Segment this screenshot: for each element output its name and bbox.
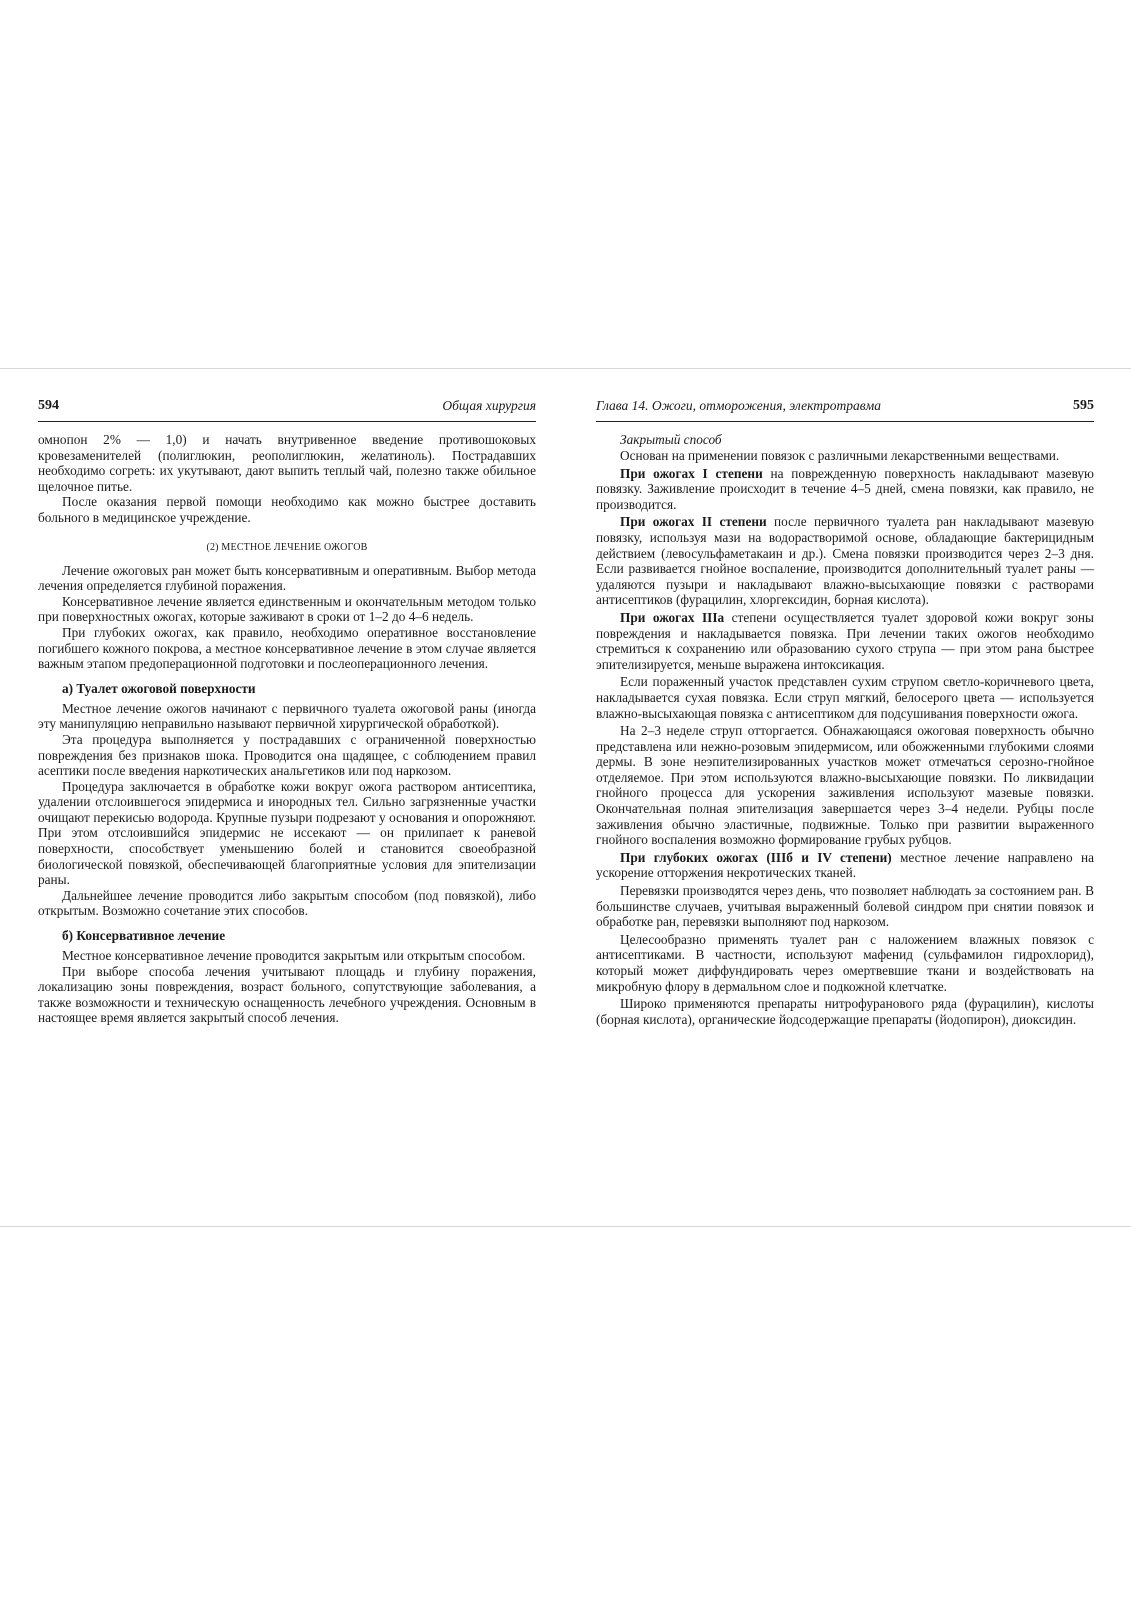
- paragraph: Консервативное лечение является единственным и окончательным методом только при поверхностных ожогах, которые заживают в сроки от 1–2 до 4–6 недель.: [38, 593, 536, 625]
- paragraph-text: степени осуществляется туалет здоровой кожи вокруг зоны повреждения и накладывается повязка. При лечении таких ожогов необходимо стремиться к сохранению или образованию сухого струпа — при этом рана быстрее эпителизируется, меньше выражена интоксикация.: [596, 609, 1094, 672]
- paragraph: омнопон 2% — 1,0) и начать внутривенное введение противошоковых кровезаменителей (полиглюкин, реополиглюкин, желатиноль). Пострадавших необходимо согреть: их укутывают, дают выпить теплый чай, полезно также обильное щелочное питье.: [38, 432, 536, 494]
- left-page-body: [38, 432, 536, 1026]
- paragraph: Местное лечение ожогов начинают с первичного туалета ожоговой раны (иногда эту манипуляцию неправильно называют первичной хирургической обработкой).: [38, 700, 536, 732]
- running-title: Общая хирургия: [442, 398, 536, 413]
- paragraph: Перевязки производятся через день, что позволяет наблюдать за состоянием ран. В большинстве случаев, учитывая выраженный болевой синдром при снятии повязок и обработке ран, перевязки выполняют под наркозом.: [596, 883, 1094, 930]
- paragraph: Лечение ожоговых ран может быть консервативным и оперативным. Выбор метода лечения определяется глубиной поражения.: [38, 562, 536, 594]
- right-running-head: [596, 398, 1094, 422]
- paragraph: Основан на применении повязок с различными лекарственными веществами.: [620, 448, 1060, 463]
- paragraph: Дальнейшее лечение проводится либо закрытым способом (под повязкой), либо открытым. Возможно сочетание этих способов.: [38, 887, 536, 919]
- scan-top-edge: [0, 368, 1131, 369]
- paragraph: Местное консервативное лечение проводится закрытым или открытым способом.: [62, 948, 526, 964]
- paragraph: Процедура заключается в обработке кожи вокруг ожога раствором антисептика, удалении отслоившегося эпидермиса и инородных тел. Сильно загрязненные участки очищают перекисью водорода. Крупные пузыри подрезают у основания и опорожняют. При этом отслоившийся эпидермис не иссекают — он прилипает к раневой поверхности, способствует уменьшению болей и становится своеобразной биологической повязкой, обеспечивающей благоприятные условия для эпителизации раны.: [38, 778, 536, 888]
- paragraph: Целесообразно применять туалет ран с наложением влажных повязок с антисептиками. В частности, используют мафенид (сульфамилон гидрохлорид), который может диффундировать через омертвевшие ткани и воздействовать на микробную флору в дермальном слое и подкожной клетчатке.: [596, 931, 1094, 994]
- paragraph: На 2–3 неделе струп отторгается. Обнажающаяся ожоговая поверхность обычно представлена или нежно-розовым эпидермисом, или обожженными глубокими слоями дермы. В зоне неэпителизированных участков может отмечаться серозно-гнойное отделяемое. При этом используются влажно-высыхающие повязки. По ликвидации гнойного процесса для ускорения заживления используют мазевые повязки. Окончательная полная эпителизация завершается через 3–4 недели. Рубцы после заживления обычно эластичные, подвижные. Только при развитии выраженного гнойного воспаления возможно формирование грубых рубцов.: [596, 723, 1094, 848]
- subsection-heading: Закрытый способ: [620, 432, 722, 447]
- paragraph: При выборе способа лечения учитывают площадь и глубину поражения, локализацию зоны повреждения, возраст больного, сопутствующие заболевания, а также возможности и техническую оснащенность лечебного учреждения. Основным в настоящее время является закрытый способ лечения.: [38, 963, 536, 1026]
- bold-lead: При ожогах I степени: [620, 465, 763, 481]
- bold-lead: При глубоких ожогах (IIIб и IV степени): [620, 849, 892, 865]
- subsection-heading: б) Консервативное лечение: [62, 928, 226, 944]
- paragraph: [596, 466, 1094, 513]
- paragraph: При глубоких ожогах, как правило, необходимо оперативное восстановление погибшего кожного покрова, а местное консервативное лечение в этом случае является важным этапом предоперационной подготовки и послеоперационного лечения.: [38, 624, 536, 672]
- bold-lead: При ожогах II степени: [620, 514, 767, 530]
- page-number: 594: [38, 398, 59, 413]
- paragraph-text: местное лечение направлено на ускорение отторжения некротических тканей.: [596, 849, 1094, 881]
- right-page: [596, 398, 1094, 1027]
- bold-lead: При ожогах IIIа: [620, 609, 725, 625]
- running-title: Глава 14. Ожоги, отморожения, электротравма: [596, 398, 881, 413]
- paragraph: После оказания первой помощи необходимо как можно быстрее доставить больного в медицинское учреждение.: [38, 494, 536, 525]
- paragraph: Если пораженный участок представлен сухим струпом светло-коричневого цвета, накладывается сухая повязка. Если струп мягкий, белосерого цвета — используется влажно-высыхающая повязка с антисептиком для подсушивания поверхности ожога.: [596, 674, 1094, 721]
- paragraph: [596, 850, 1094, 881]
- paragraph-text: после первичного туалета ран накладывают мазевую повязку, используя мази на водорастворимой основе, обладающие бактерицидным действием (левосульфаметакаин и др.). Смена повязки производится через 2–3 дня. Если развивается гнойное воспаление, производится дополнительный туалет раны — удаляются пузыри и накладывают влажно-высыхающие повязки с растворами антисептиков (фурацилин, хлоргексидин, борная кислота).: [596, 514, 1094, 608]
- paragraph: Эта процедура выполняется у пострадавших с ограниченной поверхностью повреждения без признаков шока. Проводится она щадящее, с соблюдением правил асептики после введения наркотических анальгетиков или под наркозом.: [38, 731, 536, 779]
- subsection-heading: а) Туалет ожоговой поверхности: [62, 680, 256, 696]
- scan-bottom-edge: [0, 1226, 1131, 1227]
- section-heading: (2) МЕСТНОЕ ЛЕЧЕНИЕ ОЖОГОВ: [206, 541, 368, 553]
- left-page: [38, 398, 536, 1026]
- paragraph: Широко применяются препараты нитрофуранового ряда (фурацилин), кислоты (борная кислота), органические йодсодержащие препараты (йодопирон), диоксидин.: [596, 996, 1094, 1027]
- right-page-body: [596, 432, 1094, 1027]
- page-number: 595: [1073, 398, 1094, 413]
- paragraph: [596, 514, 1094, 608]
- paragraph-text: на поврежденную поверхность накладывают мазевую повязку. Заживление происходит в течение 4–5 дней, смена повязки, как правило, не производится.: [596, 465, 1094, 512]
- paragraph: [596, 610, 1094, 672]
- left-running-head: [38, 398, 536, 422]
